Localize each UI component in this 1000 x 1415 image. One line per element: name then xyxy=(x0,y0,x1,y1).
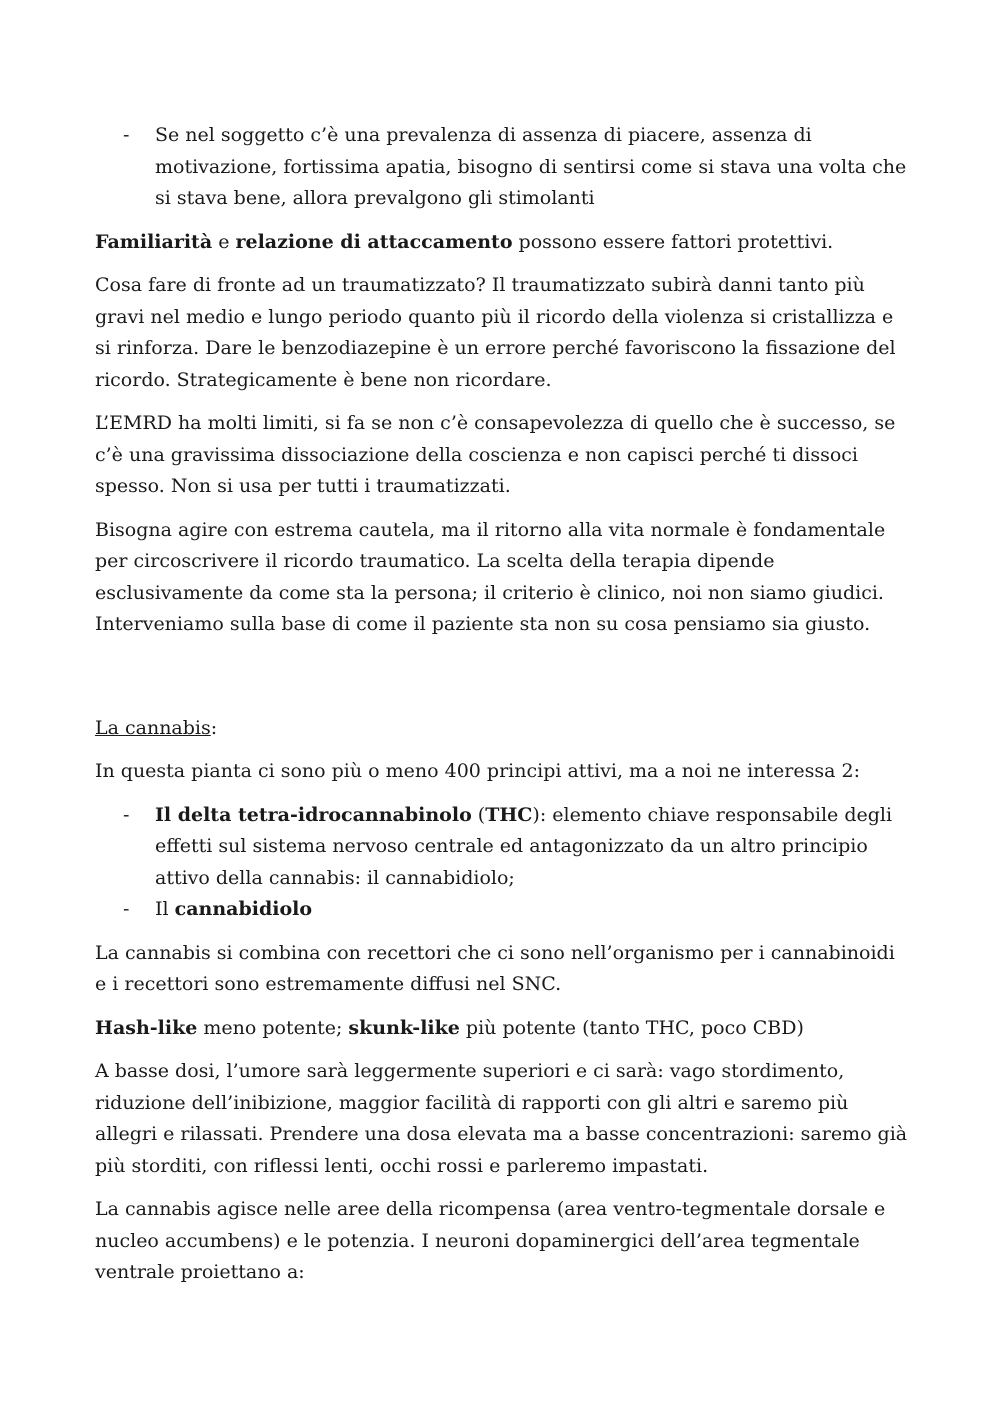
bold-term: relazione di attaccamento xyxy=(235,230,513,253)
list-dash: - xyxy=(123,803,130,826)
section-gap xyxy=(95,653,910,713)
bold-term: Il delta tetra-idrocannabinolo xyxy=(155,803,472,826)
stimolanti-list xyxy=(95,120,910,215)
bold-term: skunk-like xyxy=(348,1016,460,1039)
document-page xyxy=(95,120,910,1301)
paragraph-trauma: Cosa fare di fronte ad un traumatizzato? Il traumatizzato subirà danni tanto più gravi nel medio e lungo periodo quanto più il ricordo della violenza si cristallizza e si rinforza. Dare le benzodiazepine è un errore perché favoriscono la fissazione del ricordo. Strategicamente è bene non ricordare. xyxy=(95,274,896,391)
text-run: ( xyxy=(471,803,486,826)
text-run: ): elemento chiave responsabile degli effetti sul sistema nervoso centrale ed antagonizzato da un altro principio attivo della cannabis: il cannabidiolo; xyxy=(155,803,893,889)
bold-term: cannabidiolo xyxy=(174,898,313,920)
list-item-text: Se nel soggetto c’è una prevalenza di assenza di piacere, assenza di motivazione, fortissima apatia, bisogno di sentirsi come si stava una volta che si stava bene, allora prevalgono gli stimolanti xyxy=(155,124,907,209)
paragraph-recettori: La cannabis si combina con recettori che ci sono nell’organismo per i cannabinoidi e i recettori sono estremamente diffusi nel SNC. xyxy=(95,941,895,995)
heading-underlined: La cannabis xyxy=(95,716,211,739)
paragraph-pianta: In questa pianta ci sono più o meno 400 principi attivi, ma a noi ne interessa 2: xyxy=(95,760,860,782)
paragraph-familiarita xyxy=(95,227,910,259)
paragraph-hash xyxy=(95,1013,910,1045)
list-item xyxy=(95,894,910,926)
text-run: Il xyxy=(155,898,175,920)
paragraph-emrd: L’EMRD ha molti limiti, si fa se non c’è consapevolezza di quello che è successo, se c’è una gravissima dissociazione della coscienza e non capisci perché ti dissoci spesso. Non si usa per tutti i traumatizzati. xyxy=(95,412,896,497)
bold-term: Hash-like xyxy=(95,1016,198,1039)
text-run: più potente (tanto THC, poco CBD) xyxy=(459,1016,804,1039)
bold-term: Familiarità xyxy=(95,230,213,253)
paragraph-dosi: A basse dosi, l’umore sarà leggermente superiori e ci sarà: vago stordimento, riduzione dell’inibizione, maggior facilità di rapporti con gli altri e saremo più allegri e rilassati. Prendere una dosa elevata ma a basse concentrazioni: saremo già più storditi, con riflessi lenti, occhi rossi e parleremo impastati. xyxy=(95,1060,908,1177)
text-run: e xyxy=(212,230,236,253)
text-run: meno potente; xyxy=(197,1016,349,1039)
list-dash: - xyxy=(123,898,130,920)
list-dash: - xyxy=(123,124,130,146)
heading-suffix: : xyxy=(210,716,218,739)
text-run: possono essere fattori protettivi. xyxy=(512,230,834,253)
bold-term: THC xyxy=(485,803,533,826)
section-heading-cannabis xyxy=(95,713,910,745)
paragraph-ricompensa: La cannabis agisce nelle aree della ricompensa (area ventro-tegmentale dorsale e nucleo accumbens) e le potenzia. I neuroni dopaminergici dell’area tegmentale ventrale proiettano a: xyxy=(95,1198,886,1283)
list-item xyxy=(95,120,910,215)
list-item xyxy=(95,800,910,895)
paragraph-cautela: Bisogna agire con estrema cautela, ma il ritorno alla vita normale è fondamentale per circoscrivere il ricordo traumatico. La scelta della terapia dipende esclusivamente da come sta la persona; il criterio è clinico, noi non siamo giudici. Interveniamo sulla base di come il paziente sta non su cosa pensiamo sia giusto. xyxy=(95,518,886,635)
principi-list xyxy=(95,800,910,926)
